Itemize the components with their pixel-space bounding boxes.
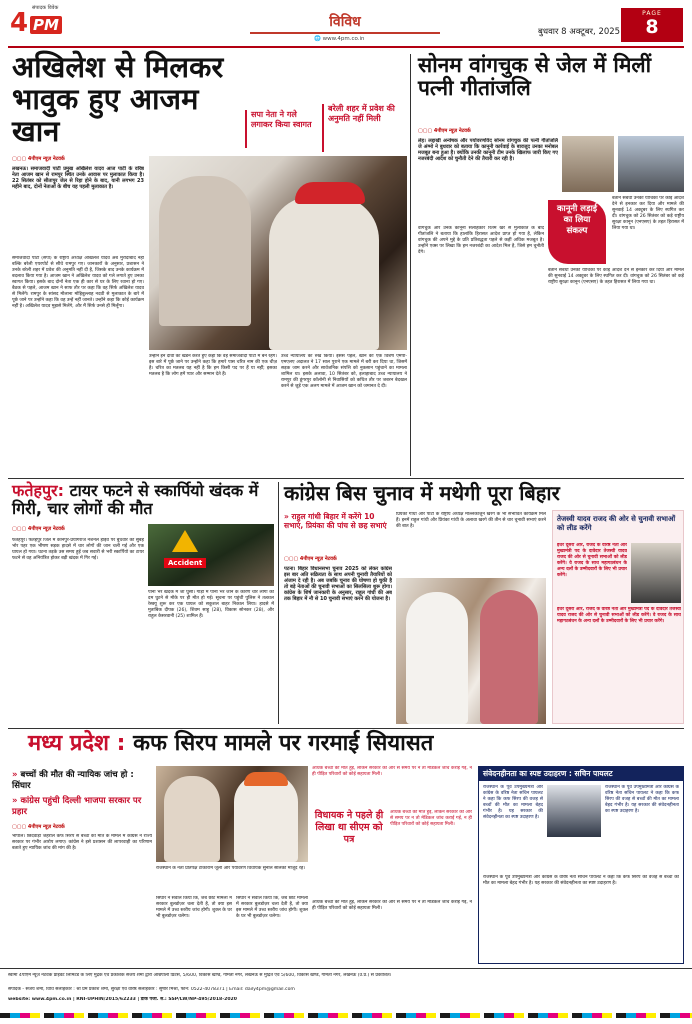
story5-headline-rest: कफ सिरप मामले पर गरमाई सियासत bbox=[133, 731, 434, 756]
registration-color-bar bbox=[0, 1013, 692, 1018]
story5-place: मध्य प्रदेश bbox=[28, 731, 110, 756]
story5-bullet-2: » कांग्रेस पहुंची दिल्ली भाजपा सरकार पर प्रहार bbox=[12, 796, 142, 817]
story5-body-2: सिंघार ने सवाल किया कि, जब छोटे मामलों में सरकार बुलडोज़र चला देती है, तो क्या इस मामले में उच्च स्तरीय जांच होगी। शुक्ल के घर भी बुलडोज़र चलेगा। bbox=[156, 896, 232, 919]
story1-body-1: समाजवादी पार्टी (सपा) के राष्ट्रीय अध्यक्ष अखिलेश यादव अब मुरादाबाद नहीं बल्कि बरेली एयरपोर्ट से सीधे रामपुर गए। जानकारों के अनुसार, प्रशासन ने उनके बरेली शहर में प्रवेश की अनुमति नहीं दी है, जिसके बाद उनके कार्यक्रम में बदलाव किया गया है। आजम खान ने अखिलेश यादव को गले लगाते हुए उनका स्वागत किया। इसके बाद दोनों नेता एक ही कार से घर के लिए रवाना हो गए। बैठक से पहले, आजम खान ने साफ तौर पर कहा कि वह सिर्फ अखिलेश यादव से मिलेंगे। रामपुर के सांसद मौलाना मोहिबुल्लाह नदवी से मुलाकात के बारे में पूछे जाने पर उन्होंने कहा कि वह उन्हें नहीं जानते। उन्होंने कहा कि कोई कार्यक्रम नहीं है। अखिलेश यादव मुझसे मिलेंगे, और मैं सिर्फ उनसे ही मिलूँगा। bbox=[12, 256, 144, 309]
footer bbox=[0, 968, 692, 1024]
story4-body-2: प्रियंका गांधी और पार्टी के राष्ट्रीय अध्यक्ष मल्लिकार्जुन खरगे के भी संभावित कार्यक्रम मिले हैं। इनमें राहुल गांधी और प्रियंका गांधी के अलावा खरगे की तीन से चार चुनावी सभाएं करने की बात है। bbox=[396, 512, 546, 529]
story4-body-1: पटना। बिहार विधानसभा चुनाव 2025 को लेकर कांग्रेस इस बार अति सक्रियता के साथ अपनी चुनावी तैयारियों को अंजाम दे रही है। अब जबकि चुनाव की घोषणा हो चुकी है तो बड़े नेताओं की चुनावी सभाओं का सिलसिला शुरू होगा। कांग्रेस के शिर्ष जानकारी के अनुसार, राहुल गांधी की अब तक बिहार में नौ से 10 चुनावी सभाएं करने की योजना है। bbox=[284, 566, 392, 602]
saffron-turban bbox=[244, 772, 288, 786]
row-divider-1 bbox=[8, 478, 684, 479]
story3-place: फतेहपुर bbox=[12, 481, 58, 500]
tejashwi-photo bbox=[631, 543, 681, 603]
story1-byline: ▢▢▢ 4पीएम न्यूज़ नेटवर्क bbox=[12, 156, 65, 162]
header-rule bbox=[8, 46, 684, 48]
story3-headline-rest: टायर फटने से स्कार्पियो खंदक में गिरी, चार लोगों की मौत bbox=[12, 481, 259, 518]
story5-body-side: अधिक बच्चों की मौत हुई, लेकिन सरकार की ओर से समय पर न तो मेडिकल जांच कराई गई, न ही पीड़ित परिवारों को कोई सहायता मिली। bbox=[390, 810, 472, 827]
issue-date: बुधवार 8 अक्टूबर, 2025 bbox=[538, 27, 621, 37]
footer-line-3: website: www.4pm.co.in | RNI-UPHIN/2015/62233 | डाक पंजी. सं.: SSP/LW/NP-495/2018-2020 bbox=[8, 997, 237, 1002]
warning-sign-icon bbox=[172, 530, 198, 552]
wangchuk-photo bbox=[618, 136, 684, 192]
accident-photo bbox=[148, 524, 274, 586]
story1-lead: लखनऊ। समाजवादी पार्टी प्रमुख अखिलेश यादव आज पार्टी के वरिष्ठ नेता आजम खान से रामपुर स्थित उनके आवास पर मुलाकात किया है। 22 सितंबर को सीतापुर जेल से रिहा होने के बाद, यानी लगभग 23 महीने बाद, दोनों नेताओं के बीच यह पहली मुलाकात है। bbox=[12, 166, 144, 190]
story5-headline[interactable] bbox=[28, 732, 668, 756]
globe-icon: 🌐 bbox=[314, 36, 323, 42]
story2-headline[interactable]: सोनम वांगचुक से जेल में मिलीं पत्नी गीतांजलि bbox=[418, 53, 652, 101]
story2-body-1: वांगचुक और उनके कानूनी सलाहकार रितम खरे से मुलाकात के बाद गीतांजलि ने बताया कि हालांकि हिरासत आदेश प्राप्त हो गया है, लेकिन वांगचुक की अपने मुद्दे के प्रति प्रतिबद्धता पहले से कहीं अधिक मजबूत है। उन्होंने एक्स पर लिखा कि हम नजरबंदी का आदेश मिल है, जिसे हम चुनौती देंगे। bbox=[418, 226, 544, 255]
story5-callout: विधायक ने पहले ही लिखा था सीएम को पत्र bbox=[314, 810, 384, 845]
website-link[interactable]: 🌐 www.4pm.co.in bbox=[314, 36, 365, 42]
story5-caption: राजस्थान के नेता प्रतिपक्ष टीकाराम जूली और पर्यावरण विधायक सुनील सोलंकी मौजूद रहे। bbox=[156, 866, 306, 871]
story4-byline: ▢▢▢ 4पीएम न्यूज़ नेटवर्क bbox=[284, 556, 337, 562]
story2-body-2b: बताने संबंधी उनकी याचिका पर कोई आदेश देने से इनकार कर दिया और मामले की सुनवाई 14 अक्टूबर के लिए स्थगित कर दी। वांगचुक को 26 सितंबर को कड़े राष्ट्रीय सुरक्षा कानून (एनएसए) के तहत हिरासत में लिया गया था। bbox=[548, 268, 684, 285]
story5-body-1: भोपाल। छिंदवाड़ा जहरीले कफ सिरप से बच्चों की मौत के मामले में कांग्रेस ने राज्य सरकार पर गंभीर आरोप लगाए। कांग्रेस ने इसे प्रशासन की लापरवाही का परिणाम बताते हुए न्यायिक जांच की मांग की है। bbox=[12, 834, 152, 851]
story4-sidebar bbox=[552, 510, 684, 724]
section-title: विविध bbox=[329, 14, 361, 30]
page-label: PAGE bbox=[642, 10, 662, 17]
accident-label: Accident bbox=[164, 558, 206, 568]
column-divider-2 bbox=[278, 482, 279, 724]
story1-body-2: उन्होंने इन दावों का खंडन करते हुए कहा कि वह समाजवादी पार्टी में बने रहेंगे। इस बारे में पूछे जाने पर उन्होंने कहा कि हमारे पास चरित्र नाम की एक चीज़ है। चरित्र का मतलब यह नहीं है कि हम किसी पद पर हैं या नहीं; इसका मतलब है कि लोग हमें प्यार और सम्मान देते हैं। bbox=[149, 354, 277, 377]
mp-leaders-photo bbox=[156, 766, 308, 862]
story2-byline: ▢▢▢ 4पीएम न्यूज़ नेटवर्क bbox=[418, 128, 471, 134]
section-underline bbox=[250, 32, 440, 34]
priyanka-figure bbox=[480, 590, 538, 724]
story2-lead: लेह। लद्दाखी अन्वेषक और पर्यावरणविद सोनम वांगचुक की पत्नी गीतांजलि जे अंग्मो ने बुधवार को बताया कि कानूनी कार्रवाई के बावजूद उनका मनोबल मजबूत बना हुआ है। क्योंकि उनकी कानूनी टीम उनके खिलाफ जारी किए गए नजरबंदी आदेश को चुनौती देने की तैयारी कर रही है। bbox=[418, 138, 558, 162]
story1-body-3: उच्च न्यायालय का रुख किया। इससे पहले, खान को एक विशेष एमपी-एमएलए अदालत ने 17 साल पुराने एक मामले में बरी कर दिया था, जिसमें सड़क जाम करने और सार्वजनिक संपत्ति को नुकसान पहुंचाने का मामला शामिल था। इसके अलावा, 10 सितंबर को, इलाहाबाद उच्च न्यायालय ने रामपुर की डूंगरपुर कॉलोनी से निवासियों को कथित तौर पर जबरन बेदखल करने से जुड़े एक अलग मामले में आजम खान को जमानत दे दी। bbox=[281, 354, 407, 389]
column-divider bbox=[410, 54, 411, 476]
story2-body-2a: बताने संबंधी उनकी याचिका पर कोई आदेश देने से इनकार कर दिया और मामले की सुनवाई 14 अक्टूबर के लिए स्थगित कर दी। वांगचुक को 26 सितंबर को कड़े राष्ट्रीय सुरक्षा कानून (एनएसए) के तहत हिरासत में लिया गया था। bbox=[612, 196, 684, 231]
page-number-box bbox=[621, 8, 683, 42]
story5-body-2b: सिंघार ने सवाल किया कि, जब छोटे मामलों में सरकार बुलडोज़र चला देती है, तो क्या इस मामले में उच्च स्तरीय जांच होगी। शुक्ल के घर भी बुलडोज़र चलेगा। bbox=[236, 896, 308, 919]
story5-body-top: अधिक बच्चों की मौत हुई, लेकिन सरकार की ओर से समय पर न तो मेडिकल जांच कराई गई, न ही पीड़ित परिवारों को कोई सहायता मिली। bbox=[312, 766, 472, 777]
footer-line-2: संपादक - संजय शर्मा, विधि सलाहकार : श्री प्रेम प्रकाश शर्मा, सुरक्षा एवं वरिष्ठ सलाहकार : सुषीर मिश्रा, फोन: 0522-4078371 | Email: daily4pm@gmail.com bbox=[8, 987, 295, 992]
story3-byline: ▢▢▢ 4पीएम न्यूज़ नेटवर्क bbox=[12, 526, 65, 532]
story2-callout: कानूनी लड़ाई का लिया संकल्प bbox=[548, 200, 606, 264]
newspaper-logo[interactable] bbox=[10, 6, 80, 40]
pilot-side-body-2: राजस्थान के पूर्व उपमुख्यमंत्री और कांग्रेस के वरिष्ठ नेता सचिन पायलट ने कहा कि कफ सिरप की वजह से बच्चों की मौत का मामला बेहद गंभीर है। यह सरकार की संवेदनहीनता का स्पष्ट उदाहरण है। bbox=[605, 785, 679, 814]
story4-side-body: इधर दूसरी ओर, राजद के वरिष्ठ नेता और मुख्यमंत्री पद के दावेदार तेजस्वी यादव राजद की ओर से चुनावी सभाओं को लीड करेंगे। वे राजद के साथ महागठबंधन के अन्य दलों के उम्मीदवारों के लिए भी प्रचार करेंगे। bbox=[557, 543, 627, 578]
row-divider-2 bbox=[8, 728, 684, 729]
story3-colon: : bbox=[57, 481, 70, 500]
story5-body-3: अधिक बच्चों की मौत हुई, लेकिन सरकार की ओर से समय पर न तो मेडिकल जांच कराई गई, न ही पीड़ित परिवारों को कोई सहायता मिली। bbox=[312, 900, 472, 911]
azam-figure bbox=[159, 176, 251, 326]
gitanjali-photo bbox=[562, 136, 614, 192]
footer-line-1: स्वामी 4पीएम न्यूज़ नेटवर्क प्राइवेट लिमिटेड के लिए मुद्रक एवं प्रकाशक संजय शर्मा द्वारा आम्रपाली प्रिंटर्स, 5/600, विकास खण्ड, गोमती नगर, लखनऊ से मुद्रित एवं 5/600, विकास खण्ड, गोमती नगर, लखनऊ (उ.प्र.) से प्रकाशित। bbox=[8, 973, 392, 978]
pilot-sidebar bbox=[478, 766, 684, 964]
story4-side-body-2: इधर दूसरी ओर, राजद के वरिष्ठ नेता और मुख्यमंत्री पद के दावेदार तेजस्वी यादव राजद की ओर से चुनावी सभाओं को लीड करेंगे। वे राजद के साथ महागठबंधन के अन्य दलों के उम्मीदवारों के लिए भी प्रचार करेंगे। bbox=[557, 607, 681, 624]
logo-text: PM bbox=[30, 16, 62, 34]
story5-colon: : bbox=[109, 731, 134, 756]
pilot-side-body: राजस्थान के पूर्व उपमुख्यमंत्री और कांग्रेस के वरिष्ठ नेता सचिन पायलट ने कहा कि कफ सिरप की वजह से बच्चों की मौत का मामला बेहद गंभीर है। यह सरकार की संवेदनहीनता का स्पष्ट उदाहरण है। bbox=[483, 785, 543, 820]
akhilesh-figure bbox=[269, 196, 379, 350]
logo-number: 4 bbox=[10, 8, 29, 38]
pilot-side-body-3: राजस्थान के पूर्व उपमुख्यमंत्री और कांग्रेस के वरिष्ठ नेता सचिन पायलट ने कहा कि कफ सिरप की वजह से बच्चों की मौत का मामला बेहद गंभीर है। यह सरकार की संवेदनहीनता का स्पष्ट उदाहरण है। bbox=[483, 875, 679, 886]
leader2-figure bbox=[234, 774, 298, 862]
sachin-pilot-photo bbox=[547, 785, 601, 837]
akhilesh-azam-photo bbox=[149, 156, 407, 350]
rahul-figure bbox=[406, 592, 468, 724]
story1-headline[interactable]: अखिलेश से मिलकर भावुक हुए आजम खान bbox=[12, 50, 224, 148]
story1-quote-2: बरेली शहर में प्रवेश की अनुमति नहीं मिली bbox=[322, 104, 402, 152]
story3-body-2: पानी भरे खंदक में जा घुसी। गाड़ी में पानी भर जाने के कारण चार लोगों की दम घुटने से मौके पर ही मौत हो गई। सूचना पर पहुंची पुलिस ने तत्काल रेस्क्यू शुरू कर एक घायल को सकुशल बाहर निकाल लिया। हादसे में मुताबिक दीपक (26), शिवम साहू (28), विकास सोनकर (28), और राहुल केसरवानी (25) शामिल हैं। bbox=[148, 590, 274, 619]
story3-body-1: फतेहपुर। फतेहपुर जिले में कानपुर-प्रयागराज नेशनल हाईवे पर बुधवार की सुबह भोर पहर एक भीषण सड़क हादसे में चार लोगों की जान चली गई और एक घायल हो गया। घटना तड़के उस समय हुई जब सवारी से भरी स्कार्पियो का टायर फटने से वह अनियंत्रित होकर बड़ी खंदक में गिर गई। bbox=[12, 538, 144, 561]
story4-subhead: » राहुल गांधी बिहार में करेंगे 10 सभाएं, प्रियंका की पांच से छह सभाएं bbox=[284, 512, 387, 530]
story4-side-headline: तेजस्वी यादव राजद की ओर से चुनावी सभाओं को लीड करेंगे bbox=[557, 515, 676, 532]
red-cap bbox=[295, 182, 365, 204]
logo-label: संपादक विवेक bbox=[32, 5, 59, 11]
story1-quote-1: सपा नेता ने गले लगाकर किया स्वागत bbox=[245, 110, 315, 148]
leader1-figure bbox=[164, 776, 220, 862]
masthead bbox=[0, 0, 692, 44]
page-number: 8 bbox=[645, 16, 659, 38]
rahul-priyanka-photo bbox=[396, 578, 546, 724]
story5-bullet-1: » बच्चों की मौत की न्यायिक जांच हो : सिंघार bbox=[12, 770, 134, 791]
story5-byline: ▢▢▢ 4पीएम न्यूज़ नेटवर्क bbox=[12, 824, 65, 830]
story4-headline[interactable]: कांग्रेस बिस चुनाव में मथेगी पूरा बिहार bbox=[284, 481, 560, 505]
story3-headline[interactable] bbox=[12, 482, 274, 517]
pilot-side-headline: संवेदनहीनता का स्पष्ट उदाहरण : सचिन पायलट bbox=[479, 767, 683, 781]
